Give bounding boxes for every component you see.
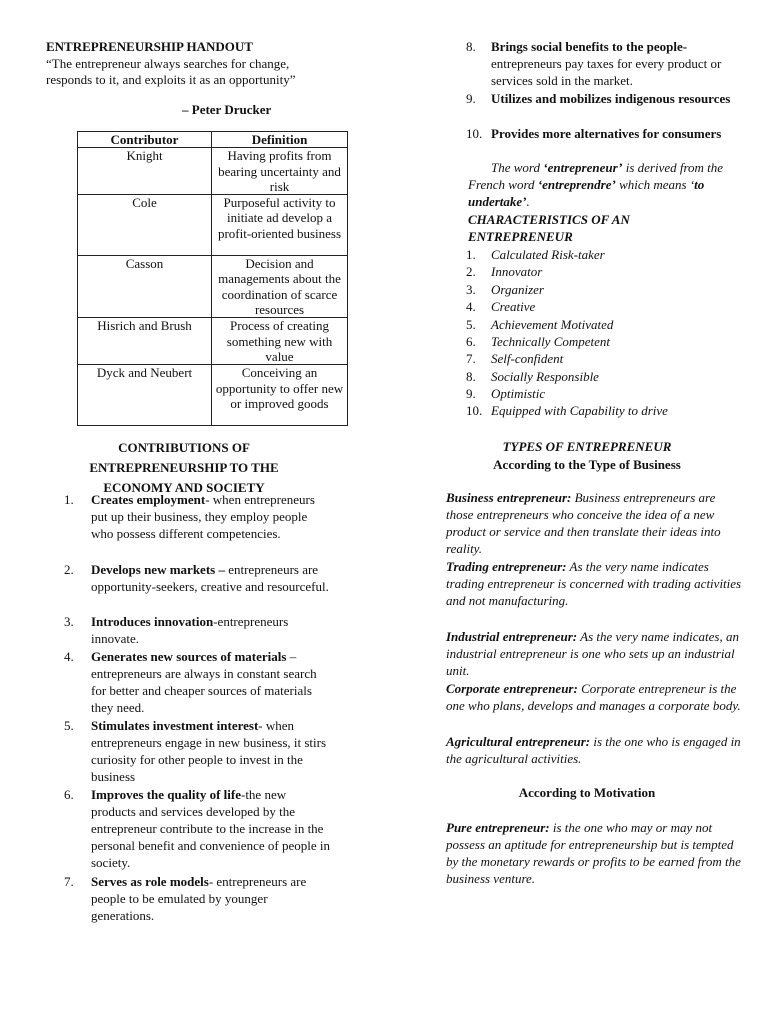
table-cell-definition: Conceiving an opportunity to offer new or improved goods bbox=[212, 365, 348, 426]
etymology-text: which means ‘ bbox=[615, 177, 695, 192]
definition-term: Trading entrepreneur: bbox=[446, 559, 567, 574]
definition-term: Business entrepreneur: bbox=[446, 490, 572, 505]
etymology-text: is derived from the French word bbox=[468, 160, 724, 192]
list-item-number: 4. bbox=[466, 299, 476, 314]
list-item-text: Equipped with Capability to drive bbox=[491, 403, 668, 418]
table-cell-definition: Process of creating something new with value bbox=[212, 318, 348, 365]
list-item-body: -the new products and services developed by the entrepreneur contribute to the increase in the personal benefit and convenience of people in society. bbox=[91, 787, 330, 870]
table-cell-contributor: Dyck and Neubert bbox=[78, 365, 212, 426]
contributor-table bbox=[77, 131, 348, 426]
table-cell-contributor: Casson bbox=[78, 256, 212, 318]
list-item-number: 7. bbox=[466, 351, 476, 366]
table-row bbox=[78, 148, 348, 195]
list-item-text: Optimistic bbox=[491, 386, 546, 401]
list-item-body: - when entrepreneurs put up their business, they employ people who possess different competencies. bbox=[91, 492, 315, 541]
list-item-body: - when entrepreneurs engage in new business, it stirs curiosity for other people to invest in the business bbox=[91, 718, 327, 784]
table-row bbox=[78, 256, 348, 318]
list-item-text: Socially Responsible bbox=[491, 369, 599, 384]
table-cell-contributor: Hisrich and Brush bbox=[78, 318, 212, 365]
quote-text: “The entrepreneur always searches for change, responds to it, and exploits it as an opportunity” bbox=[46, 56, 296, 87]
list-item-number: 6. bbox=[64, 787, 74, 802]
list-item-number: 1. bbox=[466, 247, 476, 262]
list-item-text bbox=[91, 561, 331, 595]
table-row bbox=[78, 365, 348, 426]
list-item-title: Serves as role models bbox=[91, 874, 209, 889]
definition-text: is the one who is engaged in the agricultural activities. bbox=[446, 734, 741, 766]
types-subheading-motivation: According to Motivation bbox=[518, 785, 656, 800]
table-cell-contributor: Cole bbox=[78, 195, 212, 256]
list-item-text: Achievement Motivated bbox=[491, 317, 614, 332]
list-item-number: 3. bbox=[466, 282, 476, 297]
definition-paragraph bbox=[446, 733, 742, 767]
table-header-row bbox=[78, 132, 348, 148]
list-item-number: 10. bbox=[466, 126, 483, 141]
list-item-number: 6. bbox=[466, 334, 476, 349]
list-item-title: Brings social benefits to the people- bbox=[491, 39, 688, 54]
definition-paragraph bbox=[446, 819, 742, 887]
table-cell-definition: Having profits from bearing uncertainty and risk bbox=[212, 148, 348, 195]
definition-paragraph bbox=[446, 558, 742, 609]
types-subheading-business: According to the Type of Business bbox=[493, 457, 681, 472]
list-item-text bbox=[491, 38, 735, 89]
definition-text: Business entrepreneurs are those entrepreneurs who conceive the idea of a new product or service and then translate their ideas into reality. bbox=[446, 490, 721, 556]
list-item-number: 9. bbox=[466, 91, 476, 106]
list-item-title: Provides more alternatives for consumers bbox=[491, 126, 722, 141]
list-item-text bbox=[91, 648, 331, 716]
list-item-text bbox=[91, 786, 331, 871]
table-cell-contributor: Knight bbox=[78, 148, 212, 195]
list-item-number: 5. bbox=[64, 718, 74, 733]
table-cell-definition: Decision and managements about the coordination of scarce resources bbox=[212, 256, 348, 318]
list-item-body: entrepreneurs pay taxes for every product or services sold in the market. bbox=[491, 56, 722, 88]
list-item-number: 2. bbox=[466, 264, 476, 279]
etymology-term: ‘entreprendre’ bbox=[537, 177, 616, 192]
list-item-body: -entrepreneurs innovate. bbox=[91, 614, 289, 646]
etymology-paragraph bbox=[468, 159, 738, 210]
etymology-term: ‘entrepreneur’ bbox=[543, 160, 623, 175]
list-item-number: 1. bbox=[64, 492, 74, 507]
definition-term: Corporate entrepreneur: bbox=[446, 681, 578, 696]
list-item-text: Technically Competent bbox=[491, 334, 611, 349]
definition-term: Agricultural entrepreneur: bbox=[446, 734, 591, 749]
list-item-number: 9. bbox=[466, 386, 476, 401]
definition-text: As the very name indicates, an industrial entrepreneur is one who sets up an industrial unit. bbox=[446, 629, 739, 678]
definition-paragraph bbox=[446, 680, 742, 714]
document-title: ENTREPRENEURSHIP HANDOUT bbox=[46, 39, 253, 54]
list-item-body: - entrepreneurs are people to be emulated by younger generations. bbox=[91, 874, 307, 923]
definition-text: Corporate entrepreneur is the one who plans, develops and manages a corporate body. bbox=[446, 681, 741, 713]
list-item-title: Generates new sources of materials bbox=[91, 649, 287, 664]
definition-term: Pure entrepreneur: bbox=[446, 820, 550, 835]
table-cell-definition: Purposeful activity to initiate ad develop a profit-oriented business bbox=[212, 195, 348, 256]
list-item-number: 5. bbox=[466, 317, 476, 332]
list-item-text: Creative bbox=[491, 299, 536, 314]
list-item-text: Calculated Risk-taker bbox=[491, 247, 605, 262]
definition-text: As the very name indicates trading entrepreneur is concerned with trading activities and not manufacturing. bbox=[446, 559, 742, 608]
definition-text: is the one who may or may not possess an aptitude for entrepreneurship but is tempted by the monetary rewards or profits to be earned from the business venture. bbox=[446, 820, 741, 886]
list-item-title: Develops new markets – bbox=[91, 562, 225, 577]
list-item-number: 4. bbox=[64, 649, 74, 664]
definition-paragraph bbox=[446, 489, 742, 557]
quote-author: – Peter Drucker bbox=[182, 102, 272, 117]
list-item-number: 3. bbox=[64, 614, 74, 629]
etymology-text: The word bbox=[491, 160, 544, 175]
list-item-text bbox=[91, 873, 331, 924]
definition-term: Industrial entrepreneur: bbox=[446, 629, 578, 644]
contributions-heading: CONTRIBUTIONS OF ENTREPRENEURSHIP TO THE ECONOMY AND SOCIETY bbox=[89, 440, 279, 495]
types-heading: TYPES OF ENTREPRENEUR bbox=[502, 439, 672, 454]
list-item-body: –entrepreneurs are always in constant search for better and cheaper sources of materials they need. bbox=[91, 649, 317, 715]
list-item-number: 8. bbox=[466, 39, 476, 54]
list-item-title: Creates employment bbox=[91, 492, 206, 507]
list-item-text bbox=[491, 125, 735, 142]
list-item-title: Introduces innovation bbox=[91, 614, 214, 629]
list-item-text: Innovator bbox=[491, 264, 543, 279]
list-item-number: 2. bbox=[64, 562, 74, 577]
etymology-text: . bbox=[526, 194, 530, 209]
list-item-text bbox=[91, 717, 331, 785]
list-item-title: Improves the quality of life bbox=[91, 787, 241, 802]
list-item-number: 10. bbox=[466, 403, 483, 418]
list-item-number: 7. bbox=[64, 874, 74, 889]
list-item-text bbox=[91, 613, 331, 647]
list-item-text bbox=[491, 90, 735, 107]
definition-paragraph bbox=[446, 628, 742, 679]
characteristics-heading: CHARACTERISTICS OF AN ENTREPRENEUR bbox=[468, 212, 630, 244]
table-header-contributor: Contributor bbox=[78, 132, 212, 148]
etymology-term: to undertake’ bbox=[468, 177, 705, 209]
list-item-body: entrepreneurs are opportunity-seekers, creative and resourceful. bbox=[91, 562, 329, 594]
list-item-number: 8. bbox=[466, 369, 476, 384]
list-item-text: Self-confident bbox=[491, 351, 564, 366]
list-item-text bbox=[91, 491, 331, 542]
table-header-definition: Definition bbox=[212, 132, 348, 148]
list-item-title: Utilizes and mobilizes indigenous resources bbox=[491, 91, 731, 106]
list-item-title: Stimulates investment interest bbox=[91, 718, 259, 733]
table-row bbox=[78, 195, 348, 256]
table-row bbox=[78, 318, 348, 365]
list-item-text: Organizer bbox=[491, 282, 544, 297]
